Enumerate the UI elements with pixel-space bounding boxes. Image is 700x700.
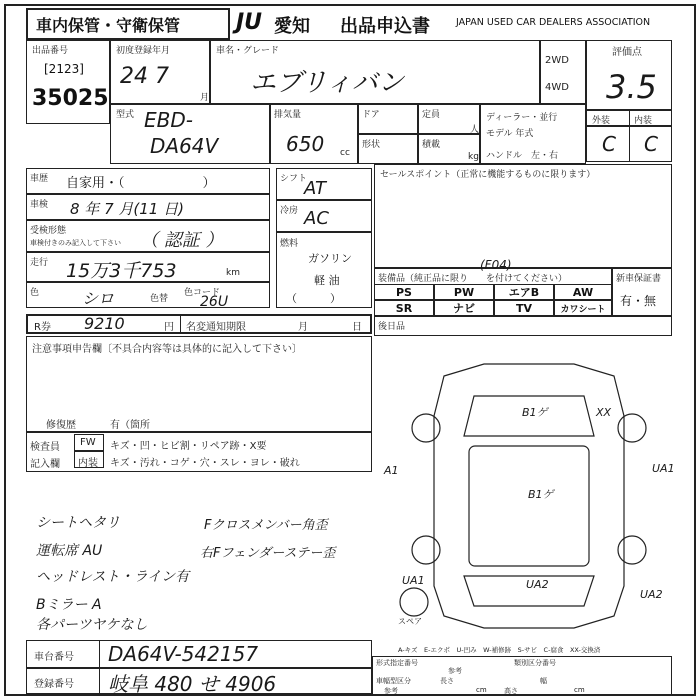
diag-roof-xx: XX (596, 406, 612, 419)
displacement-unit: cc (340, 148, 350, 158)
interior-value: C (644, 132, 658, 156)
color-box (26, 282, 270, 308)
diag-roof: B1ゲ (522, 406, 548, 419)
diag-front-ua2: UA2 (526, 578, 549, 591)
mileage-unit: km (226, 268, 240, 278)
mileage-label: 走行 (30, 258, 49, 268)
exterior-value: C (602, 132, 616, 156)
carname-value: エブリィバン (250, 68, 404, 98)
chassis-label: 車台番号 (34, 652, 74, 663)
org-name: 愛知 (274, 16, 310, 37)
equipment-item: PW (434, 284, 494, 300)
dealer-label: ディーラー・並行 (486, 113, 558, 123)
storage-label: 車内保管・守衛保管 (36, 16, 181, 35)
checker-row2: キズ・汚れ・コゲ・穴・スレ・ヨレ・破れ (110, 458, 300, 469)
drive-box (540, 40, 586, 104)
spec-type: 形式指定番号 (376, 659, 418, 667)
damage-legend: A-キズ E-エクボ U-凹み W-補修跡 S-サビ C-腐食 XX-交換済 (398, 646, 601, 654)
history-value: 自家用・（ ） (66, 176, 216, 191)
checker-interior: 内装 (78, 458, 98, 469)
remark-right-2: 右Fフェンダーステー歪 (200, 546, 336, 561)
recycle-label: R券 (34, 322, 51, 333)
displacement-value: 650 (286, 132, 325, 156)
sales-label: セールスポイント（正常に機能するものに限ります） (380, 170, 596, 180)
diag-right-ua2: UA2 (640, 588, 663, 601)
history-label: 車歴 (30, 174, 49, 184)
remark-5: 各パーツヤケなし (36, 617, 148, 633)
diag-hood: B1ゲ (528, 488, 554, 501)
receive-value: （ 認証 ） (140, 230, 224, 251)
fuel-diesel: 軽 油 (314, 274, 340, 287)
checker-label2: 記入欄 (30, 459, 60, 470)
score-value: 3.5 (606, 68, 657, 106)
fuel-label: 燃料 (280, 239, 299, 249)
remark-1: シートヘタリ (36, 515, 120, 531)
color-tone: 色替 (150, 294, 169, 304)
load-unit: kg (468, 152, 479, 162)
remark-3: ヘッドレスト・ライン有 (36, 569, 190, 585)
shape-label: 形状 (362, 140, 381, 150)
spec-ref-len: 車幅型区分 (376, 677, 411, 685)
equipment-item: PS (374, 284, 434, 300)
spec-class: 類別区分番号 (514, 659, 556, 667)
lot-label: 出品番号 (32, 46, 69, 56)
checker-label1: 検査員 (30, 442, 60, 453)
capacity-unit: 人 (470, 125, 480, 135)
color-value: シロ (82, 289, 115, 308)
displacement-label: 排気量 (274, 110, 302, 120)
drive-2wd: 2WD (545, 55, 569, 66)
inspection-label: 車検 (30, 200, 49, 210)
color-code: 26U (200, 294, 229, 310)
model-line1: EBD- (144, 108, 193, 132)
remark-right-1: Fクロスメンバー角歪 (204, 518, 328, 533)
recycle-unit: 円 (164, 322, 174, 333)
shift-value: AT (304, 178, 326, 199)
recycle-value: 9210 (84, 314, 125, 333)
equipment-item: SR (374, 300, 434, 316)
ac-value: AC (304, 208, 329, 229)
drive-4wd: 4WD (545, 82, 569, 93)
dealer-handle: ハンドル 左・右 (486, 151, 559, 161)
equipment-note: (F04) (480, 258, 512, 272)
fuel-gas: ガソリン (308, 252, 352, 265)
carname-label: 車名・グレード (216, 46, 280, 56)
registration-value: 24 7 (120, 64, 169, 89)
dealer-model-year: モデル 年式 (486, 129, 534, 139)
exterior-label: 外装 (592, 116, 611, 126)
recycle-divider (180, 314, 181, 334)
model-label: 型式 (116, 110, 135, 120)
lot-number: 35025 (32, 86, 109, 111)
checker-fw: FW (80, 437, 96, 448)
registration-month: 月 (200, 93, 210, 103)
equipment-item: TV (494, 300, 554, 316)
equipment-item: カワシート (554, 300, 612, 316)
remark-2: 運転席 AU (36, 543, 103, 559)
score-label: 評価点 (612, 47, 642, 58)
transfer-day: 日 (352, 322, 362, 333)
repair-value: 有（箇所 (110, 420, 150, 431)
interior-label: 内装 (634, 116, 653, 126)
fuel-paren: （ ） (286, 292, 341, 305)
mileage-value: 15万3千753 (66, 260, 177, 282)
english-title: JAPAN USED CAR DEALERS ASSOCIATION (456, 17, 651, 28)
aftermarket-label: 後日品 (378, 322, 406, 332)
shift-label: シフト (280, 174, 308, 184)
equipment-label: 装備品（純正品に限り を付けてください） (378, 274, 568, 284)
notes-header: 注意事項申告欄〔不具合内容等は具体的に記入して下さい〕 (32, 344, 302, 355)
ac-label: 冷房 (280, 206, 299, 216)
chassis-value: DA64V-542157 (108, 642, 259, 666)
equipment-item: ナビ (434, 300, 494, 316)
diag-front-ua1: UA1 (402, 574, 425, 587)
spec-length: 長さ (440, 677, 454, 685)
receive-label: 受検形態 (30, 226, 67, 236)
model-line2: DA64V (150, 134, 219, 158)
warranty-label: 新車保証書 (616, 274, 662, 284)
color-code-label: 色コード (184, 288, 221, 298)
score-divider (629, 110, 630, 162)
aftermarket-box (374, 316, 672, 336)
load-label: 積載 (422, 140, 441, 150)
spec-ref1: 参考 (448, 667, 462, 675)
inspection-value: 8 年 7 月(11 日) (70, 200, 184, 218)
ju-logo: JU (236, 10, 263, 35)
transfer-month: 月 (298, 322, 308, 333)
color-label: 色 (30, 288, 40, 298)
lot-bracket: [2123] (44, 62, 84, 76)
equipment-item: AW (554, 284, 612, 300)
plate-value: 岐阜 480 せ 4906 (108, 672, 277, 696)
warranty-value: 有・無 (620, 294, 657, 308)
checker-row1: キズ・凹・ヒビ割・リペア跡・X要 (110, 441, 267, 452)
spec-cm2: cm (574, 686, 585, 694)
repair-label: 修復歴 (46, 420, 76, 431)
plate-label: 登録番号 (34, 679, 74, 690)
remark-4: Bミラー A (36, 597, 102, 613)
diag-right-ua1: UA1 (652, 462, 675, 475)
registration-label: 初度登録年月 (116, 46, 171, 56)
receive-sub: 車検付きのみ記入して下さい (30, 239, 121, 247)
capacity-label: 定員 (422, 110, 441, 120)
door-label: ドア (362, 110, 380, 120)
equipment-item: エアB (494, 284, 554, 300)
spec-cm1: cm (476, 686, 487, 694)
spec-ref2: 参考 (384, 687, 398, 695)
diag-left-a1: A1 (384, 464, 399, 477)
spec-width: 幅 (540, 677, 547, 685)
transfer-label: 名変通知期限 (186, 322, 246, 333)
form-title: 出品申込書 (340, 16, 430, 37)
diag-spare: スペア (398, 617, 422, 626)
spec-height: 高さ (504, 687, 518, 695)
